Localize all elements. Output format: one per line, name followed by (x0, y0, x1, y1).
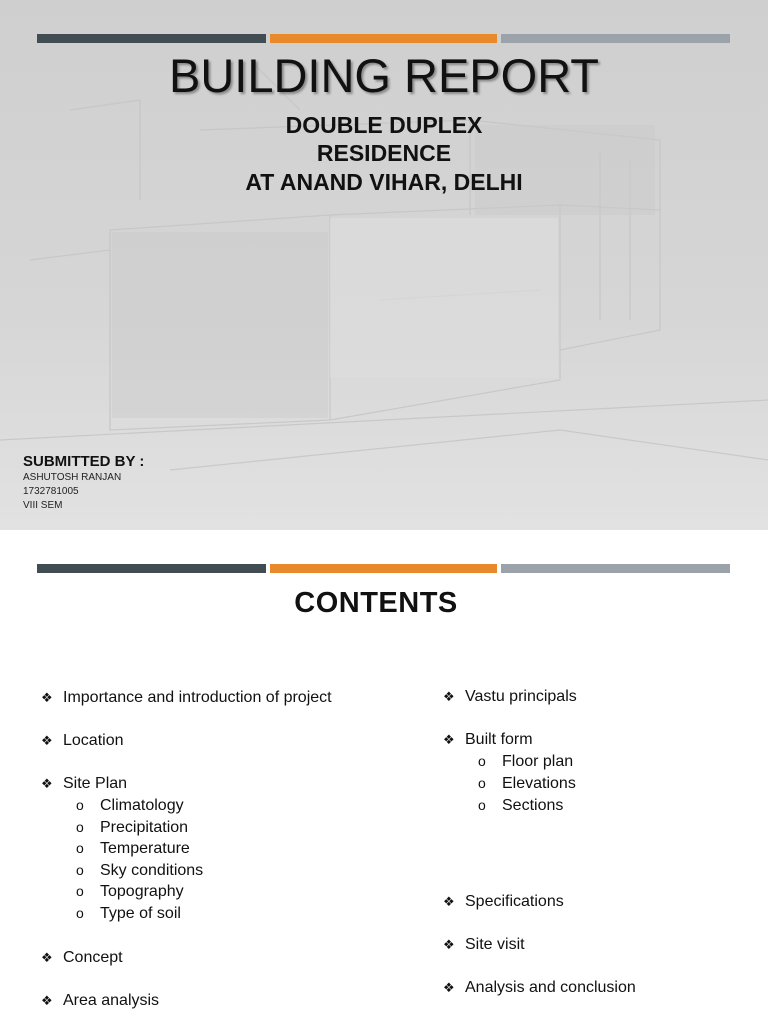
accent-bar-orange (270, 564, 497, 573)
report-title: BUILDING REPORT (168, 49, 600, 102)
accent-bar-grey (501, 34, 730, 43)
cover-accent-bars (37, 34, 730, 43)
diamond-bullet-icon: ❖ (443, 894, 455, 909)
submitted-by-label: SUBMITTED BY : (23, 453, 145, 470)
diamond-bullet-icon: ❖ (443, 732, 455, 747)
author-name: ASHUTOSH RANJAN (23, 472, 122, 483)
diamond-bullet-icon: ❖ (443, 980, 455, 995)
circle-bullet-icon: o (76, 883, 84, 899)
contents-title: CONTENTS (294, 587, 458, 619)
circle-bullet-icon: o (76, 819, 84, 835)
accent-bar-dark (37, 564, 266, 573)
accent-bar-dark (37, 34, 266, 43)
accent-bar-grey (501, 564, 730, 573)
sub-list-item: o Floor plan (478, 753, 574, 770)
sub-list-item: o Sections (478, 797, 564, 814)
list-item: ❖ Analysis and conclusion (443, 979, 636, 996)
sub-list-item: o Temperature (76, 840, 190, 857)
diamond-bullet-icon: ❖ (41, 733, 53, 748)
sub-list-item: o Climatology (76, 797, 184, 814)
circle-bullet-icon: o (76, 862, 84, 878)
semester: VIII SEM (23, 500, 63, 511)
list-item: ❖ Concept (41, 949, 123, 966)
subtitle-line-2: RESIDENCE (316, 140, 452, 166)
diamond-bullet-icon: ❖ (41, 690, 53, 705)
sub-list-item: o Sky conditions (76, 862, 204, 879)
sub-list-item: o Topography (76, 883, 184, 900)
sub-list-item: o Elevations (478, 775, 576, 792)
circle-bullet-icon: o (76, 905, 84, 921)
circle-bullet-icon: o (76, 840, 84, 856)
subtitle-line-1: DOUBLE DUPLEX (285, 112, 483, 138)
list-item: ❖ Importance and introduction of project (41, 689, 332, 706)
diamond-bullet-icon: ❖ (41, 776, 53, 791)
diamond-bullet-icon: ❖ (443, 937, 455, 952)
circle-bullet-icon: o (478, 753, 486, 769)
sub-list-item: o Precipitation (76, 819, 189, 836)
sub-list-item: o Type of soil (76, 905, 181, 922)
subtitle-line-3: AT ANAND VIHAR, DELHI (245, 169, 523, 195)
list-item: ❖ Vastu principals (443, 688, 577, 705)
accent-bar-orange (270, 34, 497, 43)
diamond-bullet-icon: ❖ (41, 950, 53, 965)
circle-bullet-icon: o (478, 797, 486, 813)
list-item: ❖ Built form (443, 731, 533, 748)
contents-accent-bars (37, 564, 730, 573)
list-item: ❖ Site Plan (41, 775, 128, 792)
list-item: ❖ Location (41, 732, 124, 749)
diamond-bullet-icon: ❖ (41, 993, 53, 1008)
circle-bullet-icon: o (478, 775, 486, 791)
diamond-bullet-icon: ❖ (443, 689, 455, 704)
list-item: ❖ Specifications (443, 893, 564, 910)
list-item: ❖ Area analysis (41, 992, 160, 1009)
roll-number: 1732781005 (23, 486, 79, 497)
contents-slide (0, 530, 768, 1024)
circle-bullet-icon: o (76, 797, 84, 813)
list-item: ❖ Site visit (443, 936, 525, 953)
